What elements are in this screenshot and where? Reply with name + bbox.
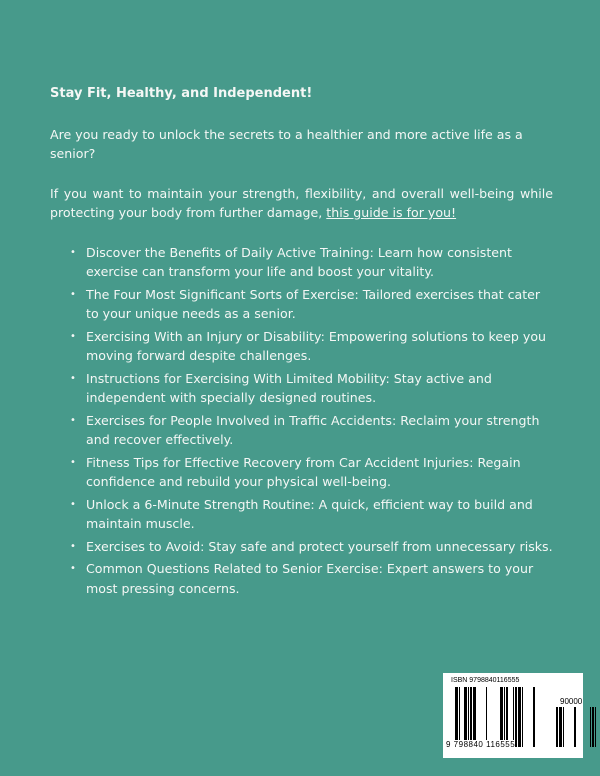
isbn-label: ISBN 9798840116555	[451, 677, 520, 684]
list-item: • Exercises for People Involved in Traffic Accidents: Reclaim your strength and recover effectively.	[78, 411, 553, 450]
list-item: • Instructions for Exercising With Limited Mobility: Stay active and independent with specially designed routines.	[78, 369, 553, 408]
price-code: 90000	[560, 697, 583, 706]
price-barcode-bars-icon	[556, 707, 596, 747]
intro: Are you ready to unlock the secrets to a healthier and more active life as a senior?	[50, 126, 523, 161]
pitch-emphasis: this guide is for you!	[326, 205, 457, 220]
barcode-bars-icon	[455, 687, 547, 747]
isbn-barcode	[443, 673, 583, 758]
feature-list	[50, 243, 553, 599]
list-item: • Discover the Benefits of Daily Active Training: Learn how consistent exercise can transform your life and boost your vitality.	[78, 243, 553, 282]
list-item: • Exercising With an Injury or Disability: Empowering solutions to keep you moving forward despite challenges.	[78, 327, 553, 366]
list-item: • Unlock a 6-Minute Strength Routine: A quick, efficient way to build and maintain muscle.	[78, 495, 553, 534]
pitch-text: If you want to maintain your strength, flexibility, and overall well-being while protecting your body from further damage,	[50, 185, 553, 220]
list-item: • Fitness Tips for Effective Recovery from Car Accident Injuries: Regain confidence and rebuild your physical well-being.	[78, 453, 553, 492]
barcode-digits: 9 798840 116555	[446, 740, 516, 749]
heading: Stay Fit, Healthy, and Independent!	[50, 86, 313, 101]
list-item: • Common Questions Related to Senior Exercise: Expert answers to your most pressing concerns.	[78, 559, 553, 598]
back-cover-text	[50, 84, 553, 601]
list-item: • Exercises to Avoid: Stay safe and protect yourself from unnecessary risks.	[78, 537, 553, 557]
pitch-paragraph	[50, 184, 553, 223]
list-item: • The Four Most Significant Sorts of Exercise: Tailored exercises that cater to your unique needs as a senior.	[78, 285, 553, 324]
